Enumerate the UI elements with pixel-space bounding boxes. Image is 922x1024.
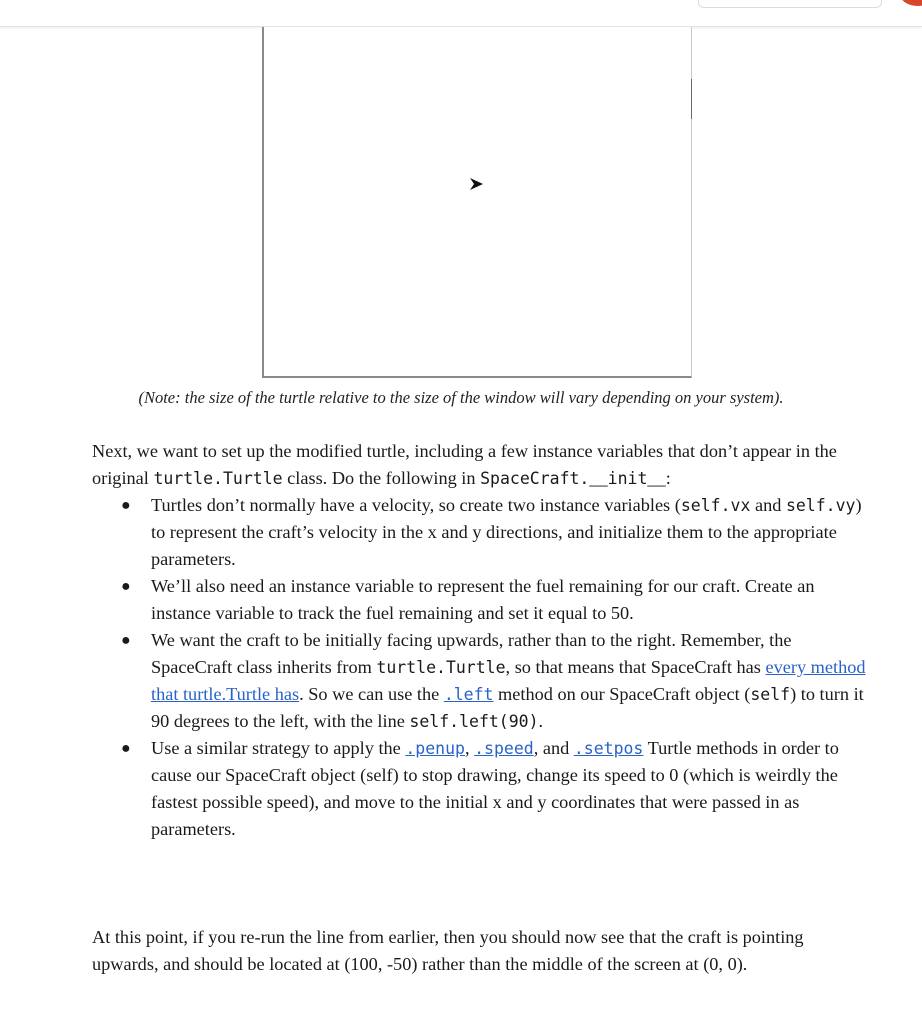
- code-self-left-90: self.left(90): [409, 712, 539, 731]
- turtle-graphics-window: [262, 27, 692, 378]
- link-speed-code: .speed: [474, 739, 534, 758]
- toolbar-field[interactable]: [698, 0, 882, 8]
- list-text: ) to turn it 90 degrees to the left, with the line: [151, 684, 864, 731]
- bullet-icon: ●: [121, 740, 131, 757]
- link-left[interactable]: [444, 684, 494, 704]
- list-text: We want the craft to be initially facing upwards, rather than to the right. Remember, the SpaceCraft class inherits from: [151, 630, 792, 677]
- link-penup[interactable]: [405, 738, 465, 758]
- list-text: Turtles don’t normally have a velocity, so create two instance variables (: [151, 495, 681, 515]
- list-item: [121, 627, 872, 735]
- link-turtle-methods[interactable]: every method that turtle.Turtle has: [151, 657, 866, 704]
- link-setpos[interactable]: [574, 738, 644, 758]
- list-text: ) to represent the craft’s velocity in the x and y directions, and initialize them to the appropriate parameters.: [151, 495, 862, 569]
- closing-paragraph: At this point, if you re-run the line from earlier, then you should now see that the craft is pointing upwards, and should be located at (100, -50) rather than the middle of the screen at (0, 0).: [92, 927, 804, 974]
- link-left-code: .left: [443, 685, 494, 704]
- link-speed[interactable]: [474, 738, 534, 758]
- list-text: , so that means that SpaceCraft has: [505, 657, 766, 677]
- link-setpos-code: .setpos: [573, 739, 644, 758]
- list-text: , and: [533, 738, 574, 758]
- avatar[interactable]: [900, 0, 922, 6]
- list-item: [121, 573, 872, 627]
- code-turtle-turtle: turtle.Turtle: [153, 469, 283, 488]
- list-text: . So we can use the: [299, 684, 444, 704]
- list-text: We’ll also need an instance variable to represent the fuel remaining for our craft. Create an instance variable to track the fuel remaining and set it equal to 50.: [151, 576, 815, 623]
- intro-text: Next, we want to set up the modified turtle, including a few instance variables that don’t appear in the original: [92, 441, 837, 488]
- link-penup-code: .penup: [405, 739, 465, 758]
- list-text: and: [750, 495, 786, 515]
- list-text: Use a similar strategy to apply the: [151, 738, 406, 758]
- bullet-icon: ●: [121, 578, 131, 595]
- list-text: Turtle methods in order to cause our SpaceCraft object (self) to stop drawing, change its speed to 0 (which is weirdly the fastest possible speed), and move to the initial x and y coordinates that were passed in as parameters.: [151, 738, 839, 839]
- code-self: self: [750, 685, 791, 704]
- turtle-arrow-icon: [470, 178, 484, 190]
- image-caption-note: (Note: the size of the turtle relative to the size of the window will vary depending on your system).: [138, 388, 784, 407]
- list-item: [121, 492, 872, 573]
- instruction-list: [92, 492, 872, 843]
- code-self-vy: self.vy: [785, 496, 856, 515]
- list-text: method on our SpaceCraft object (: [493, 684, 751, 704]
- list-item: [121, 735, 872, 843]
- intro-underscore: __: [589, 468, 608, 488]
- intro-underscore-colon: __:: [647, 468, 671, 488]
- list-text: .: [538, 711, 544, 731]
- code-spacecraft: SpaceCraft.: [480, 469, 590, 488]
- instructions-body: [92, 438, 872, 843]
- top-toolbar: [0, 0, 922, 27]
- bullet-icon: ●: [121, 497, 131, 514]
- intro-paragraph: [92, 438, 872, 492]
- code-turtle-turtle: turtle.Turtle: [376, 658, 506, 677]
- intro-text: class. Do the following in: [282, 468, 481, 488]
- list-text: ,: [464, 738, 475, 758]
- window-edge-marker: [691, 79, 692, 119]
- bullet-icon: ●: [121, 632, 131, 649]
- code-init: init: [607, 469, 648, 488]
- code-self-vx: self.vx: [680, 496, 751, 515]
